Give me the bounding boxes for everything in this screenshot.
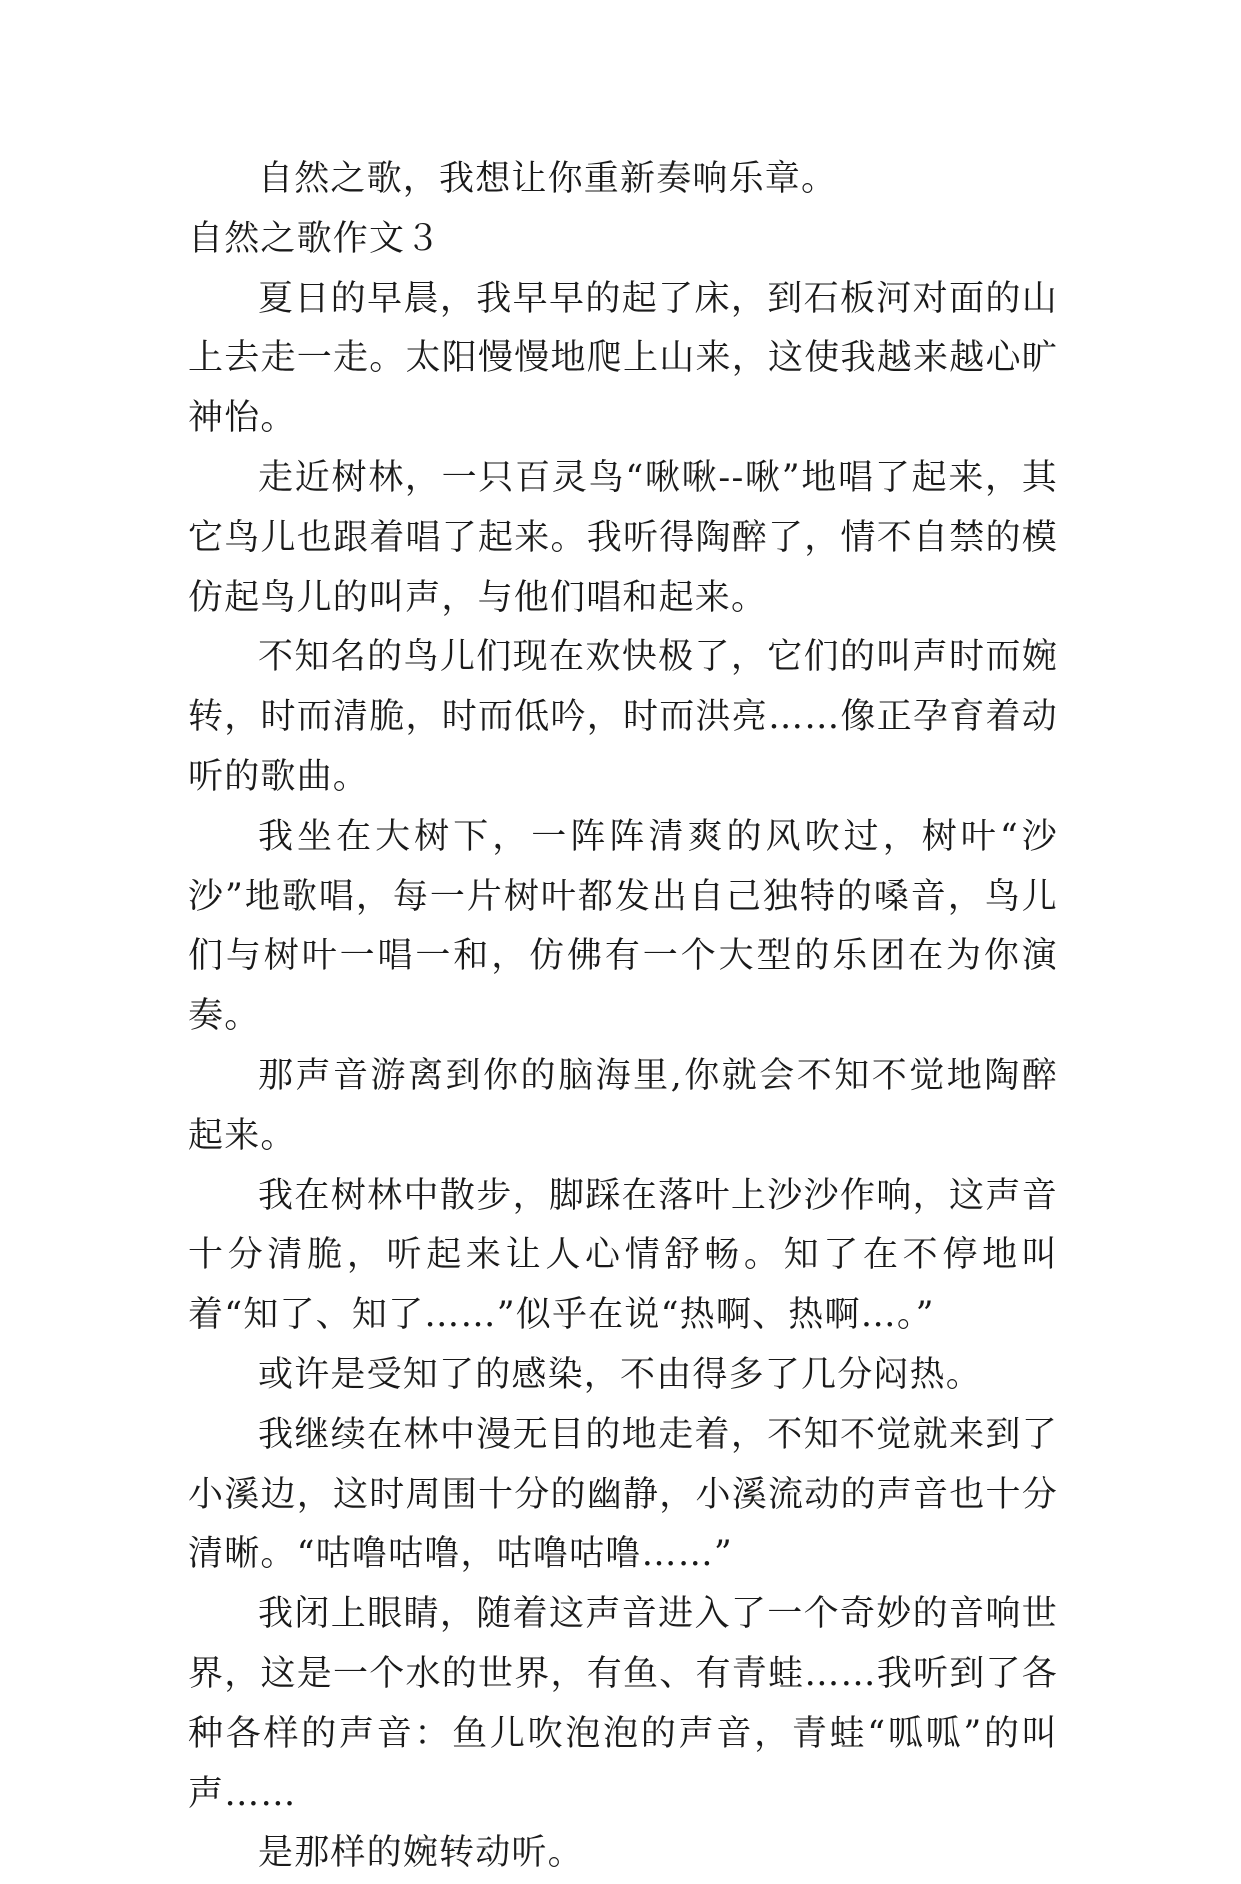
paragraph-cicada: 或许是受知了的感染，不由得多了几分闷热。 [258,1354,983,1395]
paragraph-stream: 我继续在林中漫无目的地走着，不知不觉就来到了小溪边，这时周围十分的幽静，小溪流动的声音也十分清晰。“咕噜咕噜，咕噜咕噜……” [188,1414,1058,1575]
paragraph-lark: 走近树林，一只百灵鸟“啾啾--啾”地唱了起来，其它鸟儿也跟着唱了起来。我听得陶醉了，情不自禁的模仿起鸟儿的叫声，与他们唱和起来。 [188,457,1058,618]
paragraph-water-world: 我闭上眼睛，随着这声音进入了一个奇妙的音响世界，这是一个水的世界，有鱼、有青蛙……我听到了各种各样的声音：鱼儿吹泡泡的声音，青蛙“呱呱”的叫声…… [188,1594,1058,1814]
paragraph-ending: 是那样的婉转动听。 [258,1833,584,1874]
paragraph-walk: 我在树林中散步，脚踩在落叶上沙沙作响，这声音十分清脆，听起来让人心情舒畅。知了在不停地叫着“知了、知了……”似乎在说“热啊、热啊…。” [188,1175,1058,1336]
essay-heading: 自然之歌作文３ [188,218,442,259]
paragraph-closing-line: 自然之歌，我想让你重新奏响乐章。 [258,159,838,199]
paragraph-tree: 我坐在大树下，一阵阵清爽的风吹过，树叶“沙沙”地歌唱，每一片树叶都发出自己独特的嗓音，鸟儿们与树叶一唱一和，仿佛有一个大型的乐团在为你演奏。 [188,816,1058,1037]
paragraph-birds: 不知名的鸟儿们现在欢快极了，它们的叫声时而婉转，时而清脆，时而低吟，时而洪亮……像正孕育着动听的歌曲。 [188,637,1058,797]
document-page [188,150,1058,1884]
paragraph-morning: 夏日的早晨，我早早的起了床，到石板河对面的山上去走一走。太阳慢慢地爬上山来，这使我越来越心旷神怡。 [188,278,1058,439]
paragraph-sound: 那声音游离到你的脑海里,你就会不知不觉地陶醉起来。 [188,1055,1058,1156]
